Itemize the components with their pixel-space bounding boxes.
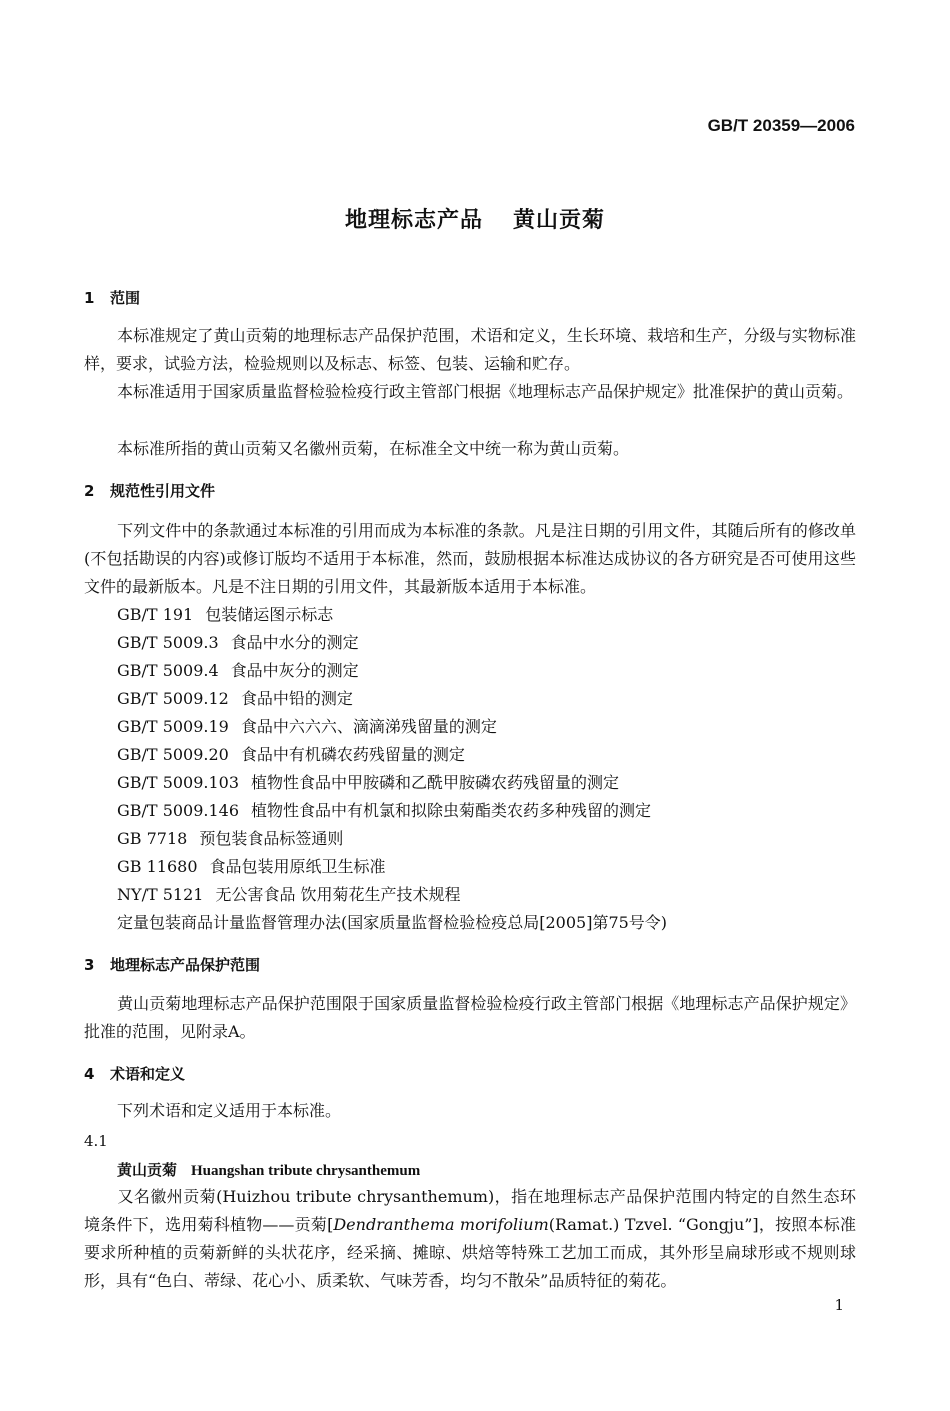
reference-item	[117, 657, 359, 685]
standard-code: GB/T 20359—2006	[707, 116, 855, 135]
section-number: 3	[84, 956, 95, 974]
subsection-number: 4.1	[84, 1132, 108, 1150]
reference-name: 植物性食品中有机氯和拟除虫菊酯类农药多种残留的测定	[251, 801, 652, 820]
section-3-heading	[84, 954, 260, 975]
reference-name: 食品中铅的测定	[240, 689, 353, 708]
section-number: 4	[84, 1065, 95, 1083]
reference-item	[117, 601, 333, 629]
reference-item	[117, 853, 386, 881]
section-number: 2	[84, 482, 95, 500]
reference-code: GB/T 191	[117, 605, 194, 624]
reference-code: GB 11680	[117, 857, 198, 876]
section-title: 术语和定义	[110, 1065, 186, 1083]
reference-item	[117, 713, 497, 741]
section-number: 1	[84, 289, 95, 307]
para-text: 下列术语和定义适用于本标准。	[117, 1101, 342, 1120]
reference-code: GB/T 5009.19	[117, 717, 229, 736]
reference-item	[117, 741, 465, 769]
para-text: 本标准适用于国家质量监督检验检疫行政主管部门根据《地理标志产品保护规定》批准保护的黄山贡菊。	[117, 382, 854, 401]
reference-item	[117, 825, 343, 853]
latin-name: Dendranthema morifolium	[333, 1215, 549, 1234]
section-2-heading	[84, 480, 215, 501]
reference-code: GB/T 5009.3	[117, 633, 219, 652]
section-4-heading	[84, 1063, 185, 1084]
reference-name: 食品中水分的测定	[230, 633, 359, 652]
term-english: Huangshan tribute chrysanthemum	[191, 1163, 421, 1179]
reference-code: GB 7718	[117, 829, 188, 848]
reference-code: GB/T 5009.4	[117, 661, 219, 680]
section-2-intro	[84, 517, 856, 601]
section-title: 范围	[110, 289, 141, 307]
section-1-heading	[84, 287, 140, 308]
reference-item	[117, 797, 651, 825]
term-chinese: 黄山贡菊	[117, 1161, 178, 1179]
title-part-1: 地理标志产品	[344, 208, 483, 233]
section-4-intro	[84, 1097, 856, 1125]
page-number: 1	[834, 1296, 844, 1314]
reference-code: NY/T 5121	[117, 885, 204, 904]
section-title: 地理标志产品保护范围	[110, 956, 261, 974]
reference-name: 食品包装用原纸卫生标准	[209, 857, 386, 876]
reference-item	[117, 629, 359, 657]
reference-name: 食品中六六六、滴滴涕残留量的测定	[240, 717, 497, 736]
reference-item	[117, 685, 353, 713]
reference-name: 食品中有机磷农药残留量的测定	[240, 745, 465, 764]
reference-name: 食品中灰分的测定	[230, 661, 359, 680]
reference-name: 预包装食品标签通则	[199, 829, 344, 848]
title-part-2: 黄山贡菊	[513, 208, 606, 233]
section-3-para-1	[84, 990, 856, 1046]
para-text: 下列文件中的条款通过本标准的引用而成为本标准的条款。凡是注日期的引用文件，其随后所有的修改单(不包括勘误的内容)或修订版均不适用于本标准，然而，鼓励根据本标准达成协议的各方研究是否可使用这些文件的最新版本。凡是不注日期的引用文件，其最新版本适用于本标准。	[84, 521, 856, 596]
term-definition	[84, 1183, 856, 1295]
para-text: 本标准规定了黄山贡菊的地理标志产品保护范围，术语和定义，生长环境、栽培和生产，分级与实物标准样，要求，试验方法，检验规则以及标志、标签、包装、运输和贮存。	[84, 326, 856, 373]
term-heading	[117, 1159, 420, 1180]
reference-code: GB/T 5009.20	[117, 745, 229, 764]
para-text: 黄山贡菊地理标志产品保护范围限于国家质量监督检验检疫行政主管部门根据《地理标志产品保护规定》批准的范围，见附录A。	[84, 994, 856, 1041]
reference-code: GB/T 5009.12	[117, 689, 229, 708]
section-1-para-1	[84, 322, 856, 378]
reference-item	[117, 881, 461, 909]
section-title: 规范性引用文件	[110, 482, 216, 500]
section-1-para-2	[84, 378, 856, 406]
reference-name: 包装储运图示标志	[205, 605, 334, 624]
para-text: 本标准所指的黄山贡菊又名徽州贡菊，在标准全文中统一称为黄山贡菊。	[117, 439, 630, 458]
reference-name: 植物性食品中甲胺磷和乙酰甲胺磷农药残留量的测定	[251, 773, 620, 792]
reference-code: GB/T 5009.146	[117, 801, 240, 820]
section-1-para-3	[84, 435, 856, 463]
reference-item-regulation: 定量包装商品计量监督管理办法(国家质量监督检验检疫总局[2005]第75号令)	[117, 913, 668, 932]
document-title	[0, 203, 950, 234]
reference-item	[117, 769, 619, 797]
definition-text-b: (Ramat.) Tzvel. “Gongju”]，按照本标准要求所种植的贡菊新鲜的头状花序，经采摘、摊晾、烘焙等特殊工艺加工而成，其外形呈扁球形或不规则球形，具有“色白、蒂绿、花心小、质柔软、气味芳香，均匀不散朵”品质特征的菊花。	[84, 1215, 856, 1290]
definition-text-a: 又名徽州贡菊(Huizhou tribute chrysanthemum)，指在地理标志产品保护范围内特定的自然生态环境条件下，选用菊科植物——贡菊[	[84, 1187, 856, 1234]
reference-name: 无公害食品 饮用菊花生产技术规程	[215, 885, 461, 904]
reference-code: GB/T 5009.103	[117, 773, 240, 792]
